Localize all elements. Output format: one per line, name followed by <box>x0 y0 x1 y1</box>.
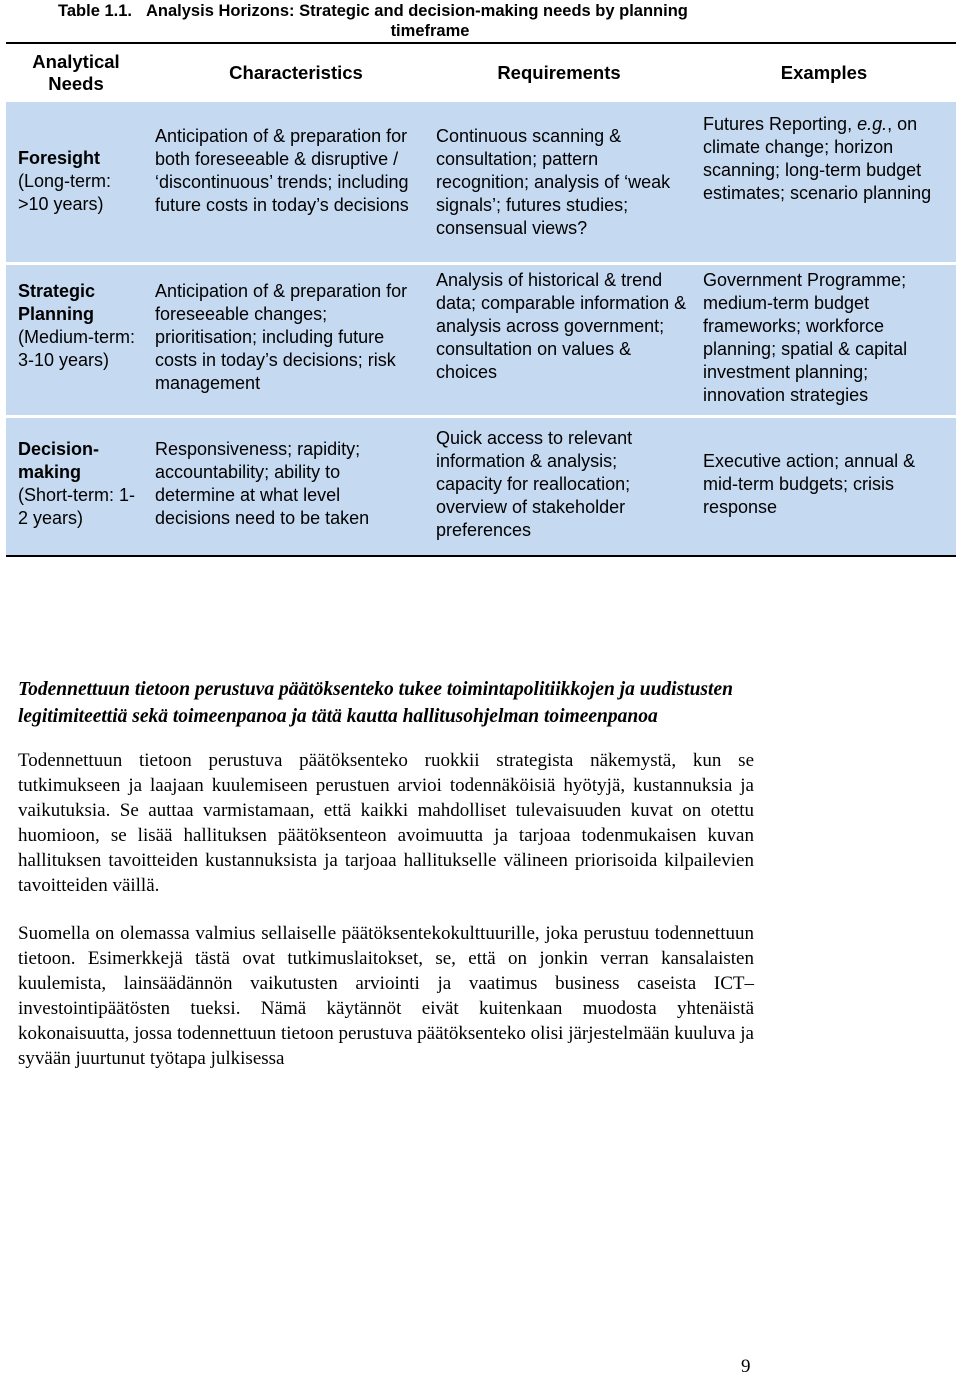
table-row-foresight <box>6 102 956 262</box>
characteristics-cell: Anticipation of & preparation for both foreseeable & disruptive / ‘discontinuous’ trends; including future costs in today’s decisions <box>155 126 409 215</box>
header-analytical-needs: Analytical Needs <box>32 51 120 94</box>
header-characteristics: Characteristics <box>229 62 363 83</box>
need-cell <box>18 438 138 530</box>
page-number: 9 <box>741 1356 751 1377</box>
characteristics-cell: Responsiveness; rapidity; accountability; ability to determine at what level decisions need to be taken <box>155 439 370 528</box>
table-row-strategic-planning <box>6 265 956 415</box>
need-term: (Short-term: 1-2 years) <box>18 485 136 528</box>
body-text <box>18 676 754 1071</box>
need-name: Strategic Planning <box>18 281 96 324</box>
table-number: Table 1.1. <box>58 2 132 20</box>
need-cell <box>18 147 138 216</box>
paragraph-1: Todennettuun tietoon perustuva päätöksenteko ruokkii strategista näkemystä, kun se tutkimukseen ja laajaan kuulemiseen perustuen arvioi todennäköisiä hyötyjä, kustannuksia ja vaikutuksia. Se auttaa varmistamaan, että kaikki mahdolliset tulevaisuuden kuvat on otettu huomioon, se lisää hallituksen päätöksenteon avoimuutta ja tarjoaa todenmukaisen kuvan hallituksen tavoitteiden kustannuksista ja tarjoaa hallitukselle välineen priorisoida kilpailevien tavoitteiden väillä. <box>18 750 754 896</box>
table-bottom-rule <box>6 555 956 557</box>
header-examples: Examples <box>780 62 868 83</box>
examples-emphasis: e.g. <box>857 114 888 134</box>
paragraph-2: Suomella on olemassa valmius sellaiselle päätöksentekokulttuurille, joka perustuu todennettuun tietoon. Esimerkkejä tästä ovat tutkimuslaitokset, se, että on jonkin verran kansalaisten kuulemista, lainsäädännön vaikutusten arviointi ja vaatimus business caseista ICT–investointipäätösten tueksi. Nämä käytännöt eivät kuitenkaan muodosta yhtenäistä kokonaisuutta, jossa todennettuun tietoon perustuva päätöksenteko olisi järjestelmään kuuluva ja syvään juurtunut työtapa julkisessa <box>18 923 754 1069</box>
examples-rest: , on climate change; horizon scanning; long-term budget estimates; scenario planning <box>703 114 932 203</box>
examples-cell: Executive action; annual & mid-term budgets; crisis response <box>703 451 916 517</box>
requirements-cell: Quick access to relevant information & analysis; capacity for reallocation; overview of stakeholder preferences <box>436 428 633 540</box>
table-title-line2: timeframe <box>390 22 470 40</box>
need-name: Foresight <box>18 148 101 168</box>
requirements-cell: Continuous scanning & consultation; pattern recognition; analysis of ‘weak signals’; futures studies; consensual views? <box>436 126 671 238</box>
table-title-line1: Analysis Horizons: Strategic and decision-making needs by planning <box>146 2 688 20</box>
need-term: (Medium-term: 3-10 years) <box>18 327 136 370</box>
header-requirements: Requirements <box>497 62 621 83</box>
examples-cell <box>703 113 951 205</box>
examples-prefix: Futures Reporting, <box>703 114 858 134</box>
examples-cell: Government Programme; medium-term budget frameworks; workforce planning; spatial & capital investment planning; innovation strategies <box>703 270 908 405</box>
table-header-row <box>6 42 956 104</box>
need-term: (Long-term: >10 years) <box>18 171 112 214</box>
need-name: Decision-making <box>18 439 100 482</box>
requirements-cell: Analysis of historical & trend data; comparable information & analysis across government; consultation on values & choices <box>436 270 687 382</box>
section-heading: Todennettuun tietoon perustuva päätöksenteko tukee toimintapolitiikkojen ja uudistusten legitimiteettiä sekä toimeenpanoa ja tätä kautta hallitusohjelman toimeenpanoa <box>18 679 733 727</box>
characteristics-cell: Anticipation of & preparation for foreseeable changes; prioritisation; including future costs in today’s decisions; risk management <box>155 281 408 393</box>
need-cell <box>18 280 138 372</box>
table-row-decision-making <box>6 418 956 555</box>
